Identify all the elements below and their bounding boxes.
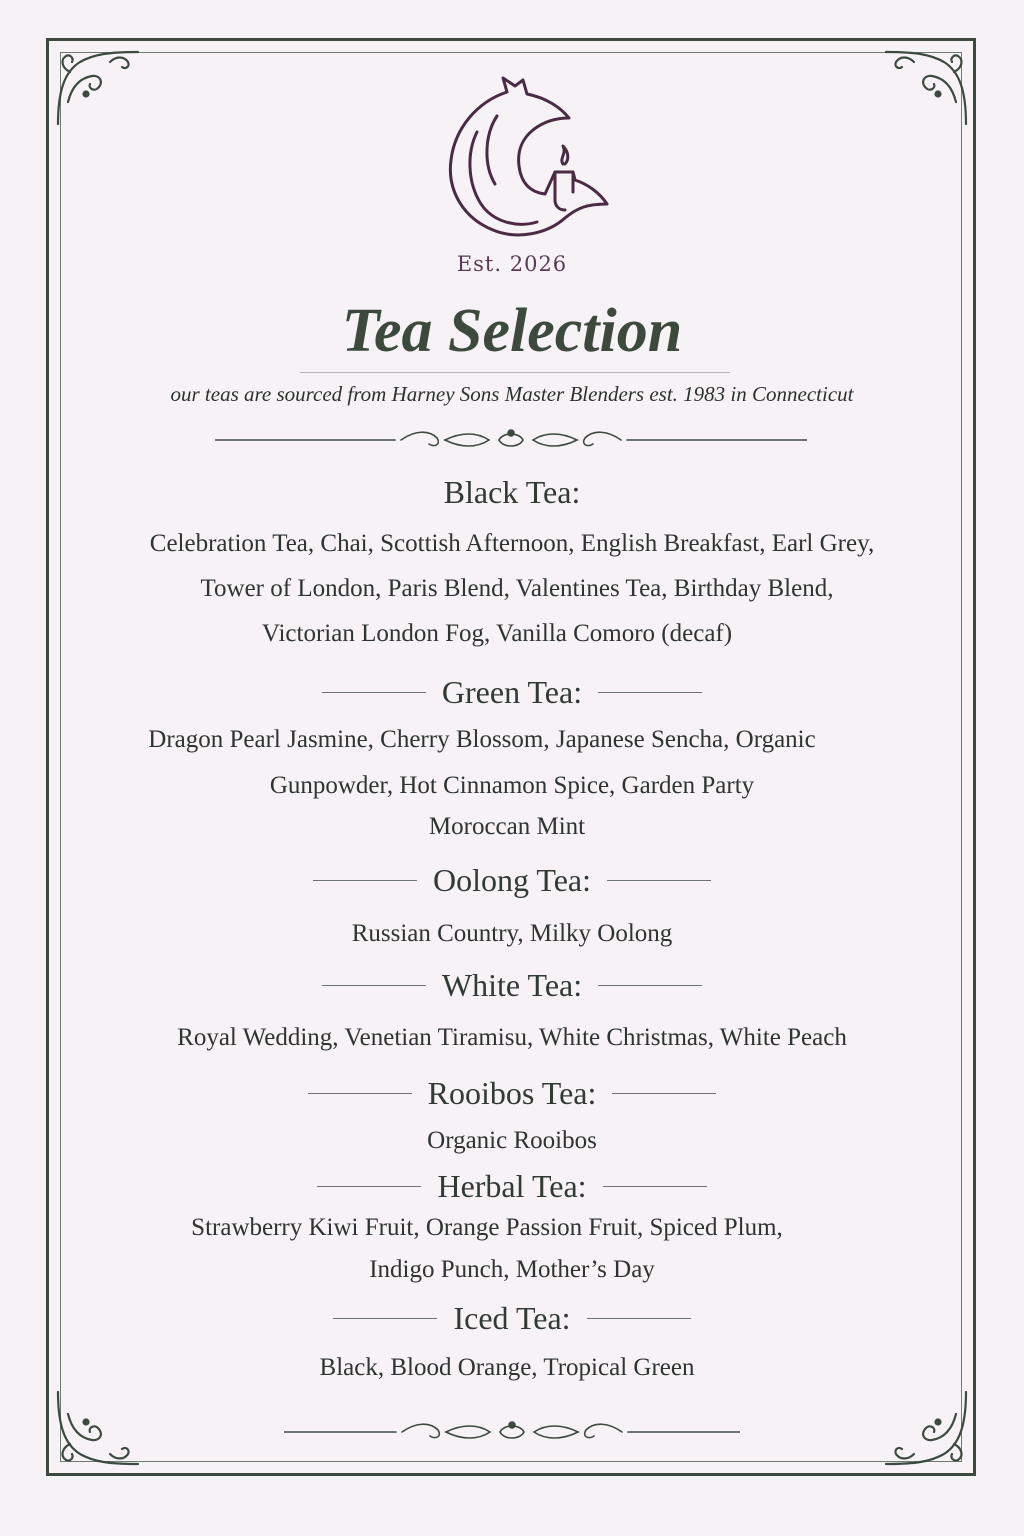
heading-rule-left (308, 1093, 412, 1094)
tea-list-line: Strawberry Kiwi Fruit, Orange Passion Fruit, Spiced Plum, (191, 1214, 783, 1241)
heading-rule-left (313, 880, 417, 881)
corner-flourish-icon (50, 42, 140, 132)
corner-flourish-icon (884, 42, 974, 132)
tea-list-line: Indigo Punch, Mother’s Day (369, 1256, 655, 1283)
section-heading-iced-tea: Iced Tea: (0, 1300, 1024, 1337)
tea-list-line: Royal Wedding, Venetian Tiramisu, White Christmas, White Peach (177, 1024, 847, 1051)
page-title: Tea Selection (341, 297, 683, 365)
section-heading-black-tea: Black Tea: (443, 474, 581, 510)
title-underline (300, 372, 730, 373)
heading-rule-right (598, 985, 702, 986)
heading-rule-right (598, 692, 702, 693)
tea-list-line: Dragon Pearl Jasmine, Cherry Blossom, Japanese Sencha, Organic (148, 726, 816, 753)
tea-list-line: Moroccan Mint (428, 813, 586, 840)
heading-rule-right (587, 1318, 691, 1319)
tea-list-line: Russian Country, Milky Oolong (351, 920, 673, 947)
heading-rule-right (607, 880, 711, 881)
fox-teacup-logo-icon (437, 72, 617, 247)
tea-list-line: Organic Rooibos (427, 1127, 597, 1154)
section-heading-oolong-tea: Oolong Tea: (0, 862, 1024, 899)
corner-flourish-icon (884, 1384, 974, 1474)
tea-list-line: Gunpowder, Hot Cinnamon Spice, Garden Party (269, 772, 755, 799)
ornament-divider-icon (215, 428, 807, 452)
tea-list-line: Victorian London Fog, Vanilla Comoro (decaf) (261, 620, 733, 647)
established-year: Est. 2026 (456, 252, 568, 276)
section-heading-herbal-tea: Herbal Tea: (0, 1168, 1024, 1205)
ornament-divider-icon (284, 1420, 740, 1444)
heading-rule-left (333, 1318, 437, 1319)
section-heading-green-tea: Green Tea: (0, 674, 1024, 711)
tea-list-line: Black, Blood Orange, Tropical Green (319, 1354, 695, 1381)
page-subtitle: our teas are sourced from Harney Sons Master Blenders est. 1983 in Connecticut (170, 382, 854, 406)
heading-rule-left (317, 1186, 421, 1187)
section-heading-white-tea: White Tea: (0, 967, 1024, 1004)
heading-rule-right (603, 1186, 707, 1187)
tea-list-line: Celebration Tea, Chai, Scottish Afternoon, English Breakfast, Earl Grey, (149, 530, 875, 557)
section-heading-rooibos-tea: Rooibos Tea: (0, 1075, 1024, 1112)
heading-rule-left (322, 985, 426, 986)
heading-rule-right (612, 1093, 716, 1094)
heading-rule-left (322, 692, 426, 693)
tea-list-line: Tower of London, Paris Blend, Valentines Tea, Birthday Blend, (200, 575, 834, 602)
corner-flourish-icon (50, 1384, 140, 1474)
